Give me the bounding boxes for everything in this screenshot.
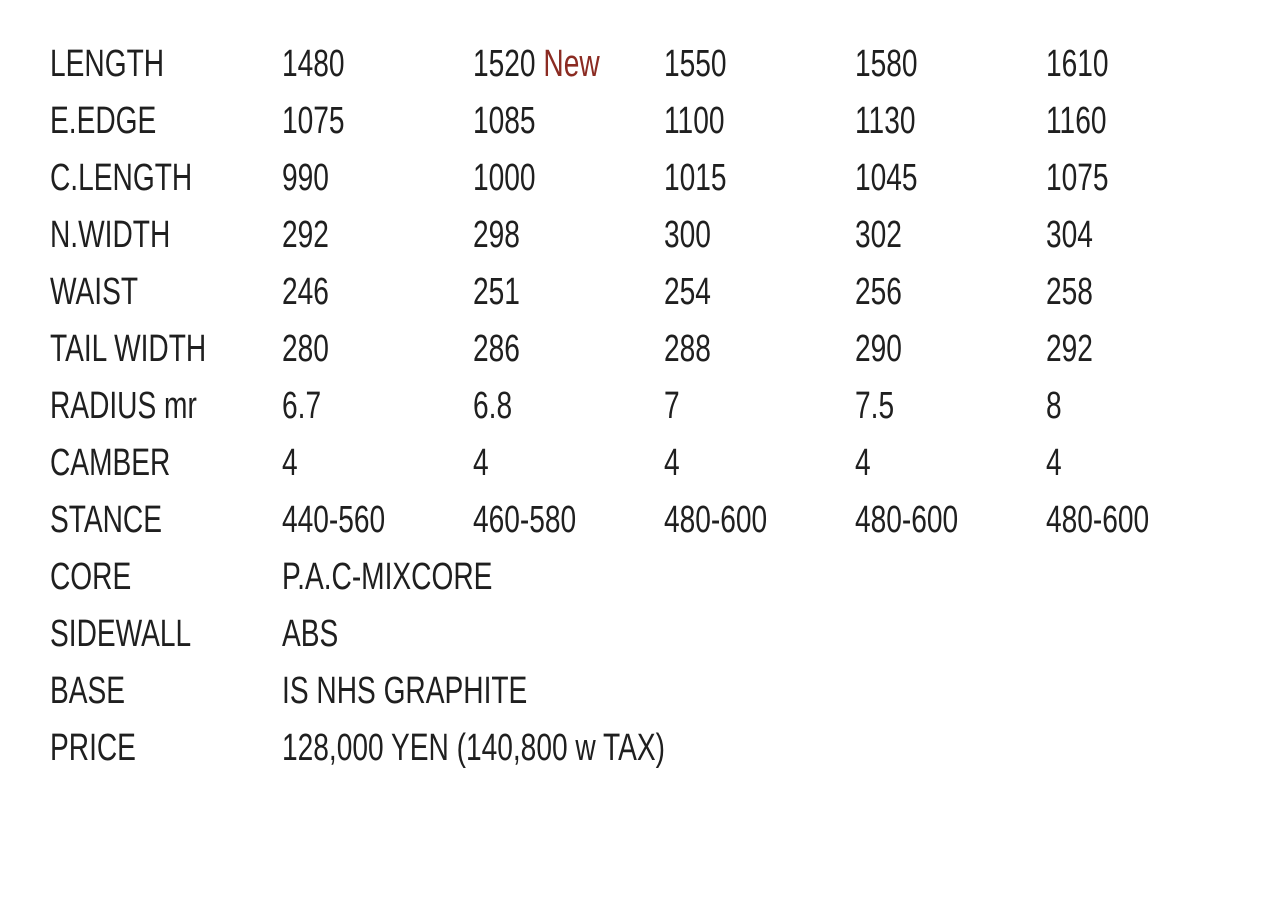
spec-value: 4 [855,442,871,484]
spec-label: C.LENGTH [50,157,193,199]
spec-label: SIDEWALL [50,613,192,655]
spec-row-stance [50,492,1237,549]
spec-value: 8 [1046,385,1062,427]
spec-value: 256 [855,271,902,313]
spec-value: 280 [282,328,329,370]
spec-value: 1580 [855,43,918,85]
spec-value: 1000 [473,157,536,199]
spec-value: 1520 New [473,43,600,85]
spec-value: 1130 [855,100,916,142]
spec-value: IS NHS GRAPHITE [282,670,528,712]
spec-label: E.EDGE [50,100,157,142]
spec-value: 6.8 [473,385,513,427]
spec-value: 4 [664,442,680,484]
spec-value: 302 [855,214,902,256]
spec-value: 7 [664,385,680,427]
spec-value: 292 [282,214,329,256]
spec-label: N.WIDTH [50,214,171,256]
spec-value: 4 [473,442,489,484]
spec-value: 1610 [1046,43,1109,85]
spec-row-camber [50,435,1237,492]
spec-row-core [50,549,1237,606]
spec-value: 298 [473,214,520,256]
spec-label: CAMBER [50,442,171,484]
spec-value: 480-600 [855,499,959,541]
spec-value: 480-600 [664,499,768,541]
spec-row-price [50,720,1237,777]
spec-value: 1085 [473,100,536,142]
spec-value: 288 [664,328,711,370]
spec-row-contact-length [50,150,1237,207]
spec-value: 1160 [1046,100,1107,142]
spec-value: 6.7 [282,385,322,427]
spec-value: 1550 [664,43,727,85]
spec-row-nose-width [50,207,1237,264]
spec-value: 1045 [855,157,918,199]
spec-value: 290 [855,328,902,370]
spec-value: 1100 [664,100,725,142]
spec-row-length [50,36,1237,93]
spec-value: 1075 [282,100,345,142]
spec-value: 460-580 [473,499,577,541]
spec-value: 1480 [282,43,345,85]
spec-value: 480-600 [1046,499,1150,541]
spec-value: 304 [1046,214,1093,256]
spec-value: 4 [282,442,298,484]
spec-value: 246 [282,271,329,313]
spec-value: 1015 [664,157,727,199]
spec-label: CORE [50,556,132,598]
spec-table [50,36,1237,777]
spec-value: 4 [1046,442,1062,484]
spec-value: 258 [1046,271,1093,313]
spec-value: 292 [1046,328,1093,370]
spec-row-radius [50,378,1237,435]
spec-label: LENGTH [50,43,165,85]
spec-label: WAIST [50,271,139,313]
spec-value: 251 [473,271,520,313]
spec-label: RADIUS mr [50,385,197,427]
spec-value: 1075 [1046,157,1109,199]
spec-label: PRICE [50,727,136,769]
spec-value: 286 [473,328,520,370]
new-badge: New [543,43,600,85]
spec-row-waist [50,264,1237,321]
spec-value: 254 [664,271,711,313]
spec-row-edge [50,93,1237,150]
spec-label: BASE [50,670,126,712]
spec-value: 7.5 [855,385,895,427]
spec-label: STANCE [50,499,162,541]
spec-row-base [50,663,1237,720]
spec-value: 990 [282,157,329,199]
spec-value: 128,000 YEN (140,800 w TAX) [282,727,665,769]
spec-row-sidewall [50,606,1237,663]
spec-value: 300 [664,214,711,256]
spec-row-tail-width [50,321,1237,378]
spec-value: ABS [282,613,339,655]
spec-value: P.A.C-MIXCORE [282,556,493,598]
spec-value: 440-560 [282,499,386,541]
spec-label: TAIL WIDTH [50,328,207,370]
